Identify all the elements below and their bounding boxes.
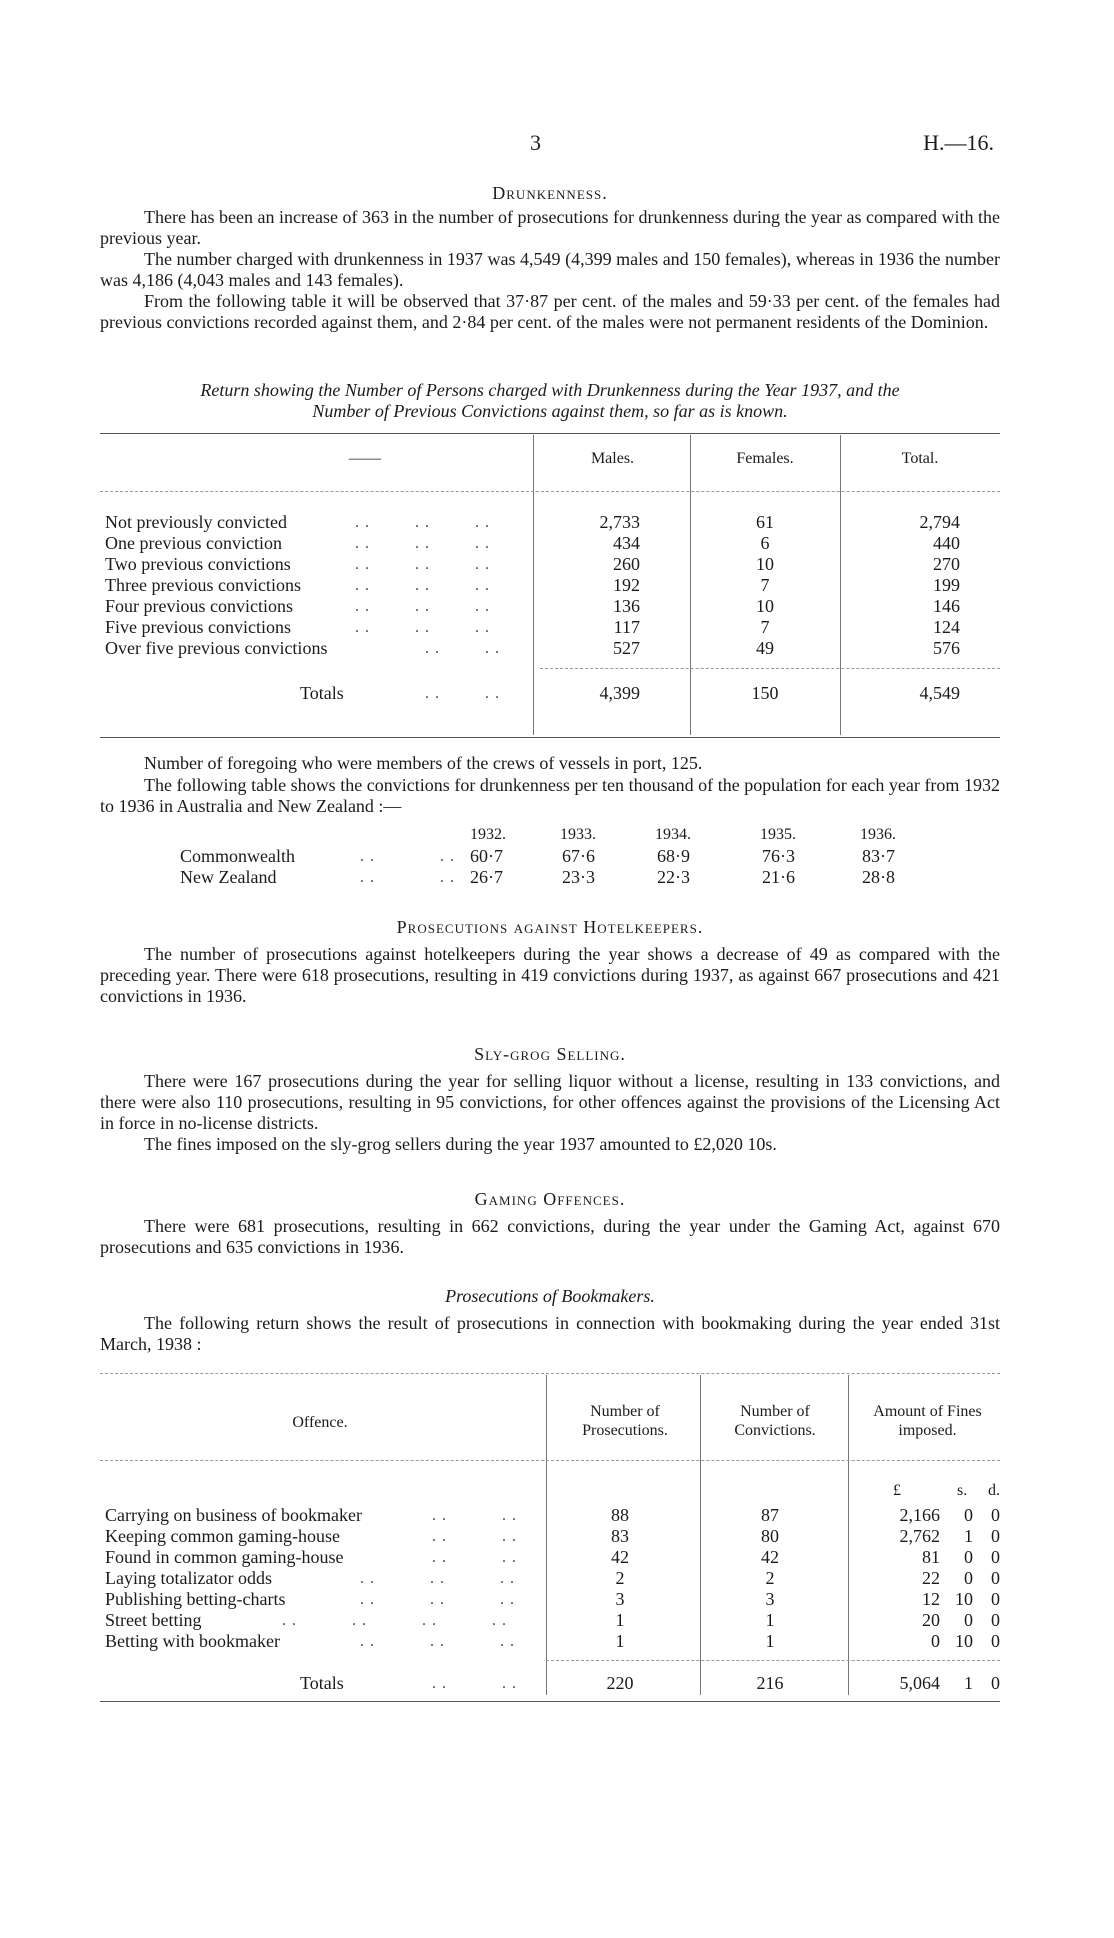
column-header: Males. — [590, 450, 635, 467]
paragraph: There were 681 prosecutions, resulting in 662 convictions, during the year under the Gaming Act, against 670 prosecutions and 635 convictions in 1936. — [100, 1216, 1000, 1257]
year-header: 1933. — [560, 826, 596, 843]
paragraph: The following return shows the result of prosecutions in connection with bookmaking during the year ended 31st March, 1938 : — [100, 1313, 1000, 1354]
females-value: 10 — [756, 554, 774, 574]
fine-pounds: 81 — [922, 1547, 940, 1567]
unit-pounds: £ — [893, 1482, 901, 1499]
fine-shillings: 0 — [964, 1547, 973, 1567]
rate-value: 68·9 — [657, 846, 690, 866]
fine-shillings: 0 — [964, 1610, 973, 1630]
grand-total: 4,549 — [919, 683, 960, 703]
row-label: Carrying on business of bookmaker — [105, 1505, 362, 1525]
convictions-value: 1 — [765, 1631, 775, 1651]
rate-value: 26·7 — [470, 867, 503, 887]
fine-pence: 0 — [991, 1631, 1000, 1651]
fine-pounds: 2,166 — [899, 1505, 940, 1525]
document-reference: H.—16. — [923, 130, 994, 155]
prosecutions-value: 2 — [615, 1568, 625, 1588]
convictions-value: 42 — [761, 1547, 779, 1567]
prosecutions-value: 88 — [611, 1505, 629, 1525]
year-header: 1932. — [470, 826, 506, 843]
row-label: Over five previous convictions — [105, 638, 328, 658]
females-value: 61 — [756, 512, 774, 532]
row-label: Not previously convicted — [105, 512, 287, 532]
rate-value: 76·3 — [762, 846, 795, 866]
fine-pounds: 2,762 — [899, 1526, 940, 1546]
section-heading-sly-grog: Sly-grog Selling. — [474, 1044, 626, 1064]
paragraph: There has been an increase of 363 in the number of prosecutions for drunkenness during the year as compared with the previous year. — [100, 207, 1000, 248]
row-label: Three previous convictions — [105, 575, 301, 595]
convictions-value: 80 — [761, 1526, 779, 1546]
prosecutions-value: 1 — [615, 1610, 625, 1630]
fine-pence: 0 — [991, 1505, 1000, 1525]
column-rule — [690, 435, 691, 735]
column-header: Females. — [736, 450, 794, 467]
total-value: 270 — [933, 554, 960, 574]
fine-shillings: 0 — [964, 1568, 973, 1588]
row-label: Street betting — [105, 1610, 202, 1630]
fine-shillings: 1 — [964, 1526, 973, 1546]
row-label: New Zealand — [180, 867, 277, 887]
document-page: 3 H.—16. Drunkenness. There has been an increase of 363 in the number of prosecutions for drunkenness during the year as compared with the previous year. The number charged with drunkenness in 1937 was 4,549 (4,399 males and 150 females), whereas in 1936 the number was 4,186 (4,043 males and 143 females). From the following table it will be observed that 37·87 per cent. of the males and 59·33 per cent. of the females had previous convictions recorded against them, and 2·84 per cent. of the males were not permanent residents of the Dominion. Return showing the Number of Persons charged with Drunkenness during the Year 1937, and the Number of Previous Convictions against them, so far as is known. —— Males. Females. Total. Not previously convicted .. .. .. 2,733 61 2,794 One previous conviction .. .. .. 434 6 440 Two previous convictions .. .. .. 260 10 270 Three previous convictions .. .. .. 192 7 199 Four previous convictions .. .. .. 136 10 146 Five previous convictions .. .. .. 117 7 124 Over five previous convictions .. .. 527 49 576 Totals .. .. 4,399 150 4,549 Number of foregoing who were members of the crews of vessels in port, 125. The following table shows the convictions for drunkenness per ten thousand of the population for each year from 1932 to 1936 in Australia and New Zealand :— 1932. 1933. 1934. 1935. 1936. Commonwealth .. .. 60·7 67·6 68·9 76·3 83·7 New Zealand .. .. 26·7 23·3 22·3 21·6 28·8 Prosecutions against Hotelkeepers. The number of prosecutions against hotelkeepers during the year shows a decrease of 49 as compared with the preceding year. There were 618 prosecutions, resulting in 419 convictions during 1937, as against 667 prosecutions and 421 convictions in 1936. Sly-grog Selling. There were 167 prosecutions during the year for selling liquor without a license, resulting in 133 convictions, and there were also 110 prosecutions, resulting in 95 convictions, for other offences against the provisions of the Licensing Act in force in no-license districts. The fines imposed on the sly-grog sellers during the year 1937 amounted to £2,020 10s. Gaming Offences. There were 681 prosecutions, resulting in 662 convictions, during the year under the Gaming Act, against 670 prosecutions and 635 convictions in 1936. Prosecutions of Bookmakers. The following return shows the result of prosecutions in connection with bookmaking during the year ended 31st March, 1938 : Offence. Number of Prosecutions. Number of Convictions. Amount of Fines imposed. £ s. d. Carrying on business of bookmaker .. .. 88 87 2,166 0 0 Keeping common gaming-house .. .. 83 80 2,762 1 0 Found in common gaming-house .. .. 42 42 81 0 0 Laying totalizator odds .. .. .. 2 2 22 0 0 Publishing betting-charts .. .. .. 3 3 12 10 0 Street betting .. .. .. .. 1 1 20 0 0 Betting with bookmaker .. .. .. 1 1 0 10 0 Totals .. .. 220 216 5,064 1 0 — [0, 0, 1114, 1938]
table-rule — [100, 433, 1000, 434]
total-value: 576 — [933, 638, 960, 658]
row-label: Laying totalizator odds — [105, 1568, 272, 1588]
table-caption: Return showing the Number of Persons charged with Drunkenness during the Year 1937, and the — [200, 380, 900, 400]
column-rule — [848, 1375, 849, 1695]
totals-label: Totals — [300, 1673, 344, 1693]
fine-pounds: 22 — [922, 1568, 940, 1588]
table-caption: Number of Previous Convictions against them, so far as is known. — [312, 401, 788, 421]
females-total: 150 — [751, 683, 779, 703]
fine-pounds: 20 — [922, 1610, 940, 1630]
prosecutions-value: 1 — [615, 1631, 625, 1651]
row-label: Keeping common gaming-house — [105, 1526, 340, 1546]
column-rule — [700, 1375, 701, 1695]
males-value: 117 — [613, 617, 640, 637]
males-value: 527 — [613, 638, 640, 658]
column-header: Offence. — [292, 1414, 348, 1431]
fine-pence: 0 — [991, 1526, 1000, 1546]
fine-pence: 0 — [991, 1568, 1000, 1588]
prosecutions-total: 220 — [606, 1673, 634, 1693]
column-rule — [533, 435, 534, 735]
fine-pence: 0 — [991, 1589, 1000, 1609]
total-value: 199 — [933, 575, 960, 595]
year-header: 1934. — [655, 826, 691, 843]
males-total: 4,399 — [599, 683, 640, 703]
convictions-value: 2 — [765, 1568, 775, 1588]
totals-label: Totals — [300, 683, 344, 703]
fines-pounds-total: 5,064 — [899, 1673, 940, 1693]
fine-shillings: 0 — [964, 1505, 973, 1525]
paragraph: The following table shows the convictions for drunkenness per ten thousand of the population for each year from 1932 to 1936 in Australia and New Zealand :— — [100, 775, 1000, 816]
section-heading-gaming: Gaming Offences. — [474, 1189, 626, 1209]
paragraph: Number of foregoing who were members of the crews of vessels in port, 125. — [144, 753, 703, 773]
fine-pounds: 12 — [922, 1589, 940, 1609]
section-heading-bookmakers: Prosecutions of Bookmakers. — [445, 1286, 655, 1306]
totals-rule — [546, 1660, 1000, 1661]
convictions-value: 87 — [761, 1505, 779, 1525]
convictions-value: 3 — [765, 1589, 775, 1609]
paragraph: From the following table it will be observed that 37·87 per cent. of the males and 59·33 per cent. of the females had previous convictions recorded against them, and 2·84 per cent. of the males were not permanent residents of the Dominion. — [100, 291, 1000, 332]
fines-shillings-total: 1 — [964, 1673, 973, 1693]
males-value: 434 — [613, 533, 640, 553]
prosecutions-value: 42 — [611, 1547, 629, 1567]
row-label: Betting with bookmaker — [105, 1631, 280, 1651]
fine-shillings: 10 — [955, 1631, 973, 1651]
females-value: 49 — [756, 638, 774, 658]
fine-pence: 0 — [991, 1610, 1000, 1630]
unit-shillings: s. — [957, 1482, 968, 1499]
convictions-total: 216 — [756, 1673, 784, 1693]
row-label: Five previous convictions — [105, 617, 291, 637]
column-header: Number of Convictions. — [734, 1403, 816, 1439]
table-rule — [100, 1701, 1000, 1702]
males-value: 2,733 — [599, 512, 640, 532]
rate-value: 21·6 — [762, 867, 795, 887]
total-value: 440 — [933, 533, 960, 553]
paragraph: The number of prosecutions against hotelkeepers during the year shows a decrease of 49 as compared with the preceding year. There were 618 prosecutions, resulting in 419 convictions during 1937, as against 667 prosecutions and 421 convictions in 1936. — [100, 944, 1000, 1006]
males-value: 136 — [613, 596, 640, 616]
section-heading-drunkenness: Drunkenness. — [492, 183, 608, 203]
row-label: Four previous convictions — [105, 596, 293, 616]
rate-value: 22·3 — [657, 867, 690, 887]
total-value: 124 — [933, 617, 960, 637]
fine-pounds: 0 — [931, 1631, 940, 1651]
females-value: 10 — [756, 596, 774, 616]
females-value: 6 — [760, 533, 770, 553]
row-label: Publishing betting-charts — [105, 1589, 286, 1609]
year-header: 1935. — [760, 826, 796, 843]
rate-value: 60·7 — [470, 846, 503, 866]
row-label: Commonwealth — [180, 846, 295, 866]
stub-header: —— — [349, 450, 381, 467]
males-value: 192 — [613, 575, 640, 595]
table-rule — [100, 737, 1000, 738]
column-header: Amount of Fines imposed. — [873, 1403, 982, 1439]
fine-shillings: 10 — [955, 1589, 973, 1609]
females-value: 7 — [760, 575, 770, 595]
females-value: 7 — [760, 617, 770, 637]
males-value: 260 — [613, 554, 640, 574]
totals-rule — [540, 668, 1000, 669]
table-rule — [100, 1460, 1000, 1461]
paragraph: The number charged with drunkenness in 1937 was 4,549 (4,399 males and 150 females), whereas in 1936 the number was 4,186 (4,043 males and 143 females). — [100, 249, 1000, 290]
row-label: One previous conviction — [105, 533, 282, 553]
paragraph: There were 167 prosecutions during the year for selling liquor without a license, resulting in 133 convictions, and there were also 110 prosecutions, resulting in 95 convictions, for other offences against the provisions of the Licensing Act in force in no-license districts. — [100, 1071, 1000, 1133]
prosecutions-value: 83 — [611, 1526, 629, 1546]
convictions-value: 1 — [765, 1610, 775, 1630]
section-heading-hotelkeepers: Prosecutions against Hotelkeepers. — [396, 917, 704, 937]
column-rule — [840, 435, 841, 735]
rate-value: 83·7 — [862, 846, 895, 866]
total-value: 2,794 — [919, 512, 960, 532]
rate-value: 23·3 — [562, 867, 595, 887]
paragraph: The fines imposed on the sly-grog sellers during the year 1937 amounted to £2,020 10s. — [144, 1134, 777, 1154]
rate-value: 28·8 — [862, 867, 895, 887]
column-header: Total. — [901, 450, 939, 467]
prosecutions-value: 3 — [615, 1589, 625, 1609]
total-value: 146 — [933, 596, 960, 616]
rate-value: 67·6 — [562, 846, 595, 866]
row-label: Two previous convictions — [105, 554, 291, 574]
table-rule — [100, 491, 1000, 492]
year-header: 1936. — [860, 826, 896, 843]
page-number: 3 — [530, 130, 541, 155]
column-rule — [546, 1375, 547, 1695]
column-header: Number of Prosecutions. — [582, 1403, 668, 1439]
unit-pence: d. — [988, 1482, 1000, 1499]
fine-pence: 0 — [991, 1547, 1000, 1567]
table-rule — [100, 1373, 1000, 1374]
row-label: Found in common gaming-house — [105, 1547, 344, 1567]
fines-pence-total: 0 — [991, 1673, 1000, 1693]
